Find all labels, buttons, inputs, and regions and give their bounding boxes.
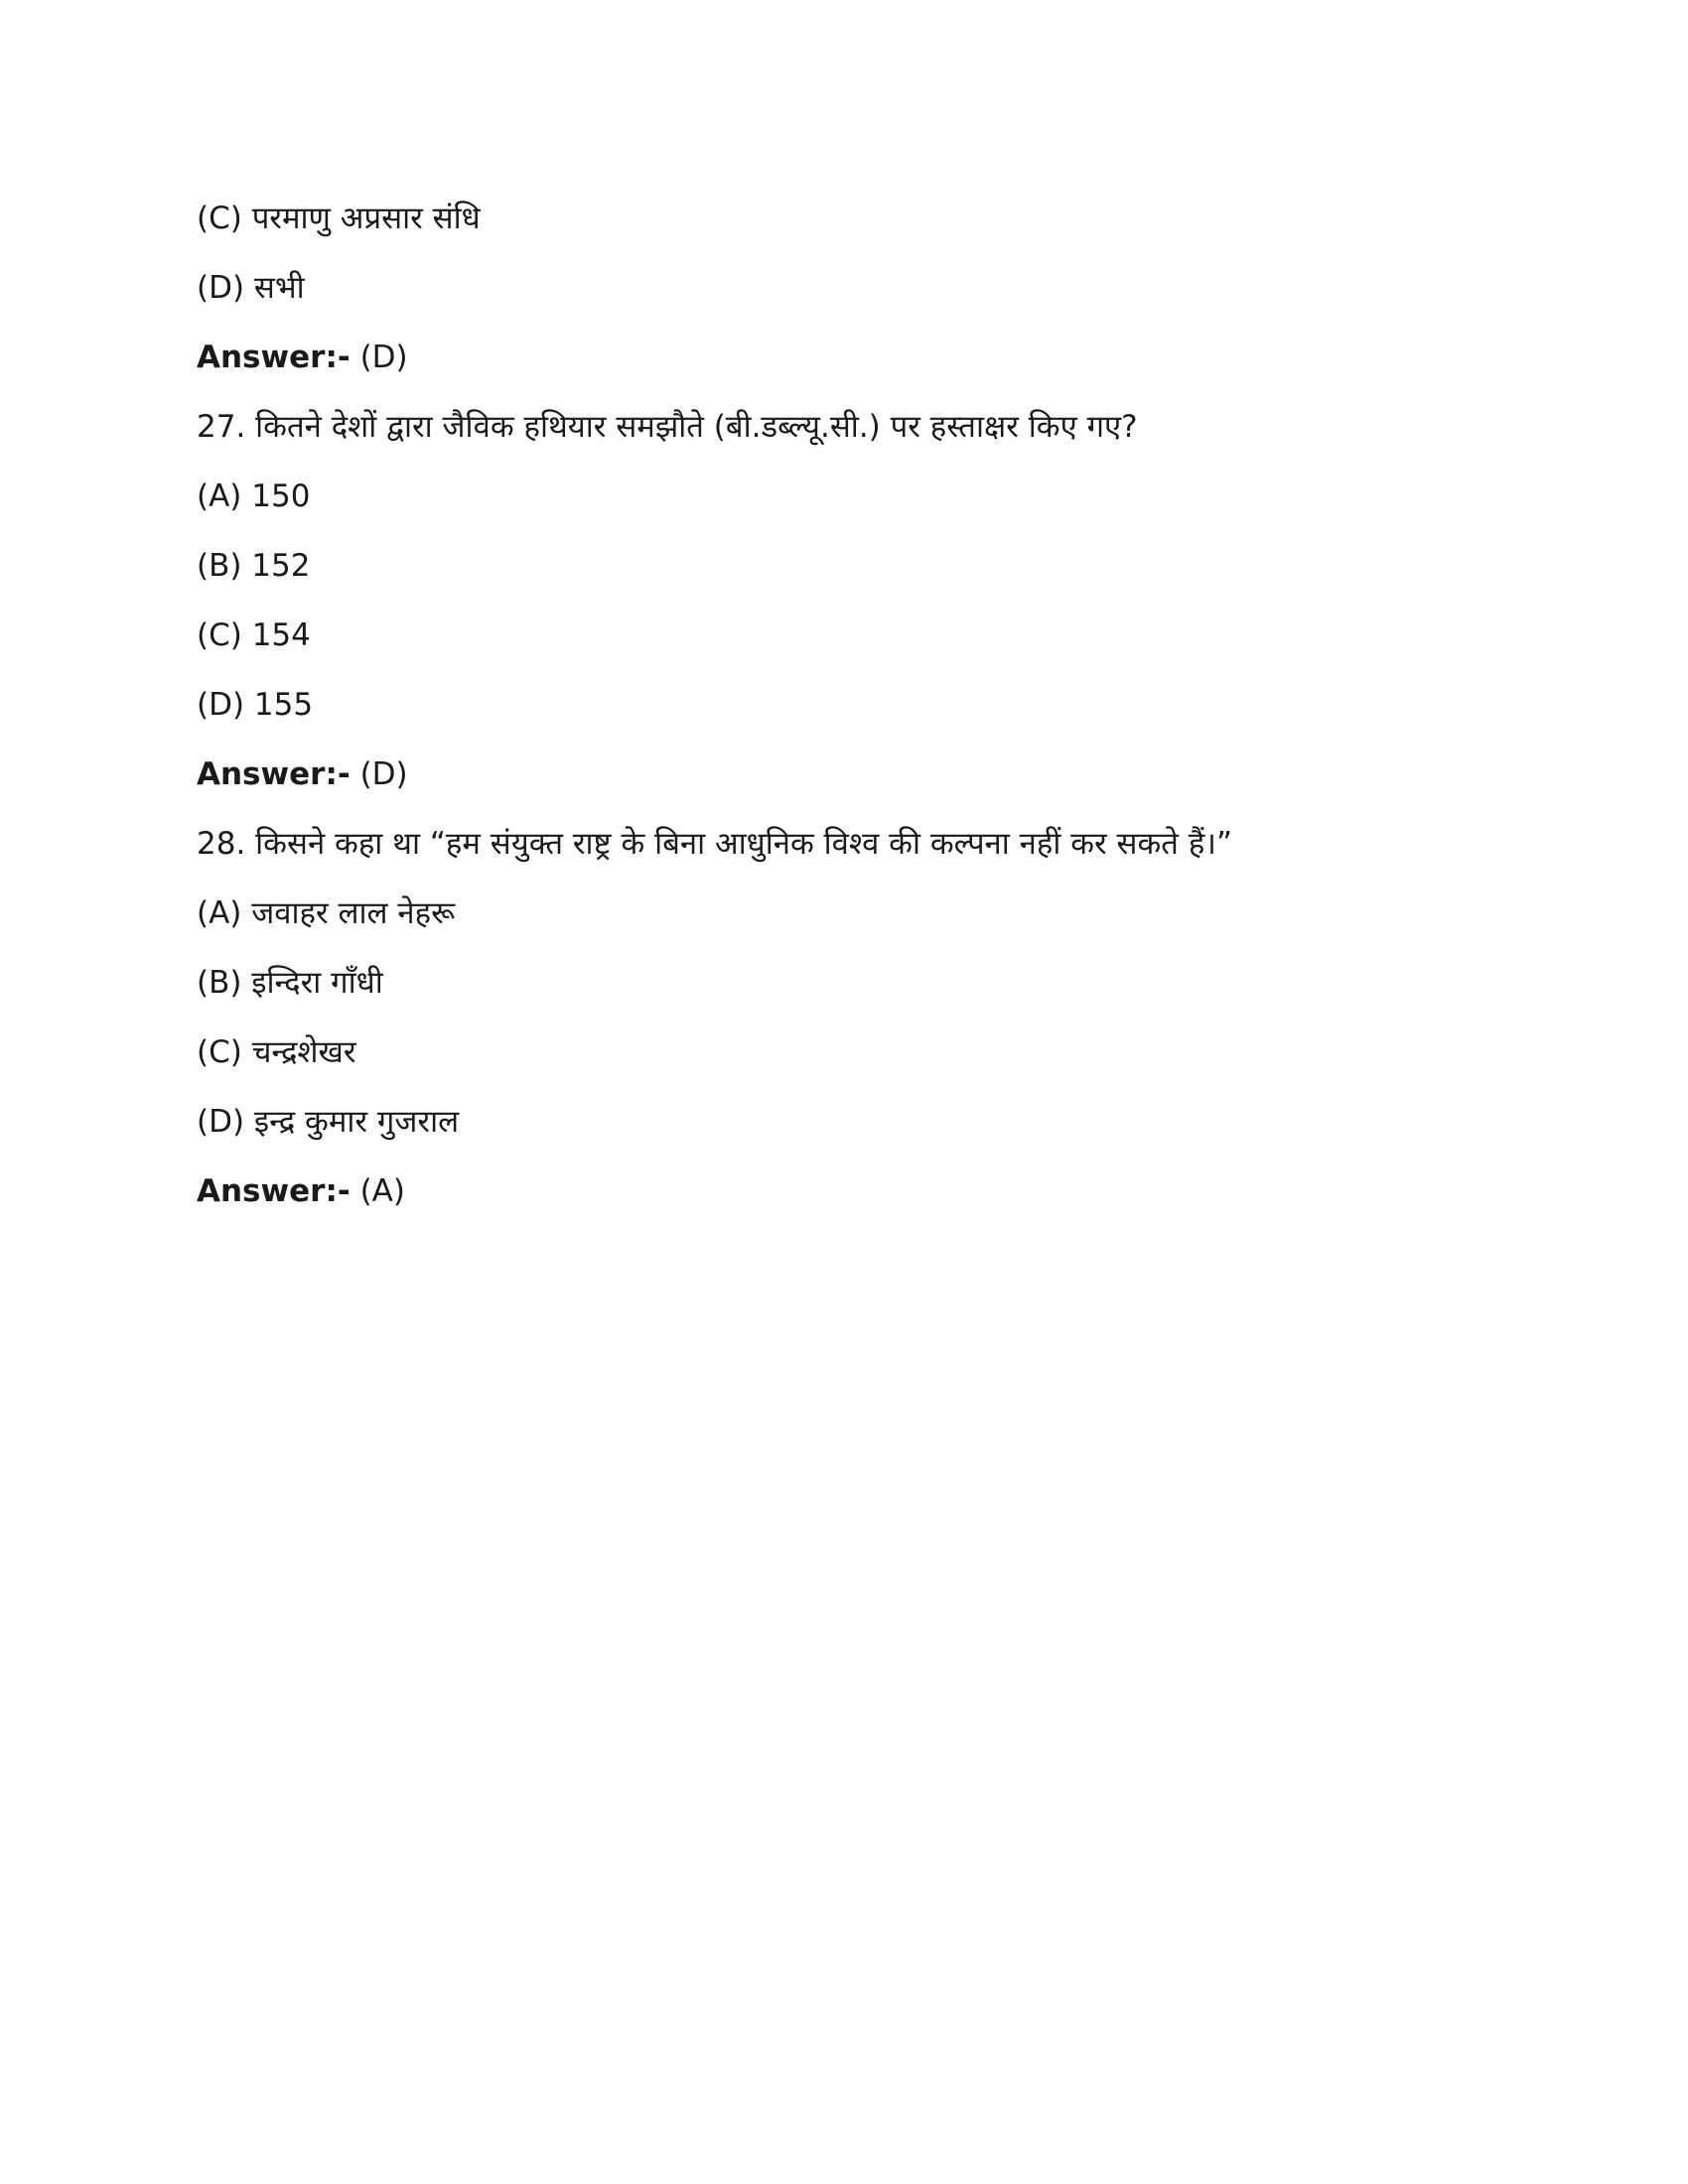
q27-answer-line — [197, 752, 408, 796]
answer-label: Answer:- — [197, 340, 351, 375]
answer-label: Answer:- — [197, 756, 351, 792]
answer-label: Answer:- — [197, 1173, 351, 1209]
answer-value: (D) — [350, 756, 408, 792]
question-28: 28. किसने कहा था “हम संयुक्त राष्ट्र के बिना आधुनिक विश्व की कल्पना नहीं कर सकते हैं।” — [197, 826, 1233, 862]
q28-option-b: (B) इन्दिरा गाँधी — [197, 965, 383, 1001]
q28-option-a: (A) जवाहर लाल नेहरू — [197, 895, 456, 931]
question-27: 27. कितने देशों द्वारा जैविक हथियार समझौते (बी.डब्ल्यू.सी.) पर हस्ताक्षर किए गए? — [197, 409, 1138, 445]
q28-option-d: (D) इन्द्र कुमार गुजराल — [197, 1104, 460, 1140]
q27-option-c: (C) 154 — [197, 617, 311, 653]
q28-option-c: (C) चन्द्रशेखर — [197, 1034, 356, 1070]
q27-option-a: (A) 150 — [197, 478, 311, 514]
answer-line — [197, 336, 408, 379]
q27-option-b: (B) 152 — [197, 548, 311, 584]
q28-answer-line — [197, 1169, 405, 1213]
answer-value: (D) — [350, 340, 408, 375]
option-d: (D) सभी — [197, 270, 305, 306]
answer-value: (A) — [350, 1173, 405, 1209]
option-c: (C) परमाणु अप्रसार संधि — [197, 201, 481, 236]
q27-option-d: (D) 155 — [197, 687, 314, 723]
